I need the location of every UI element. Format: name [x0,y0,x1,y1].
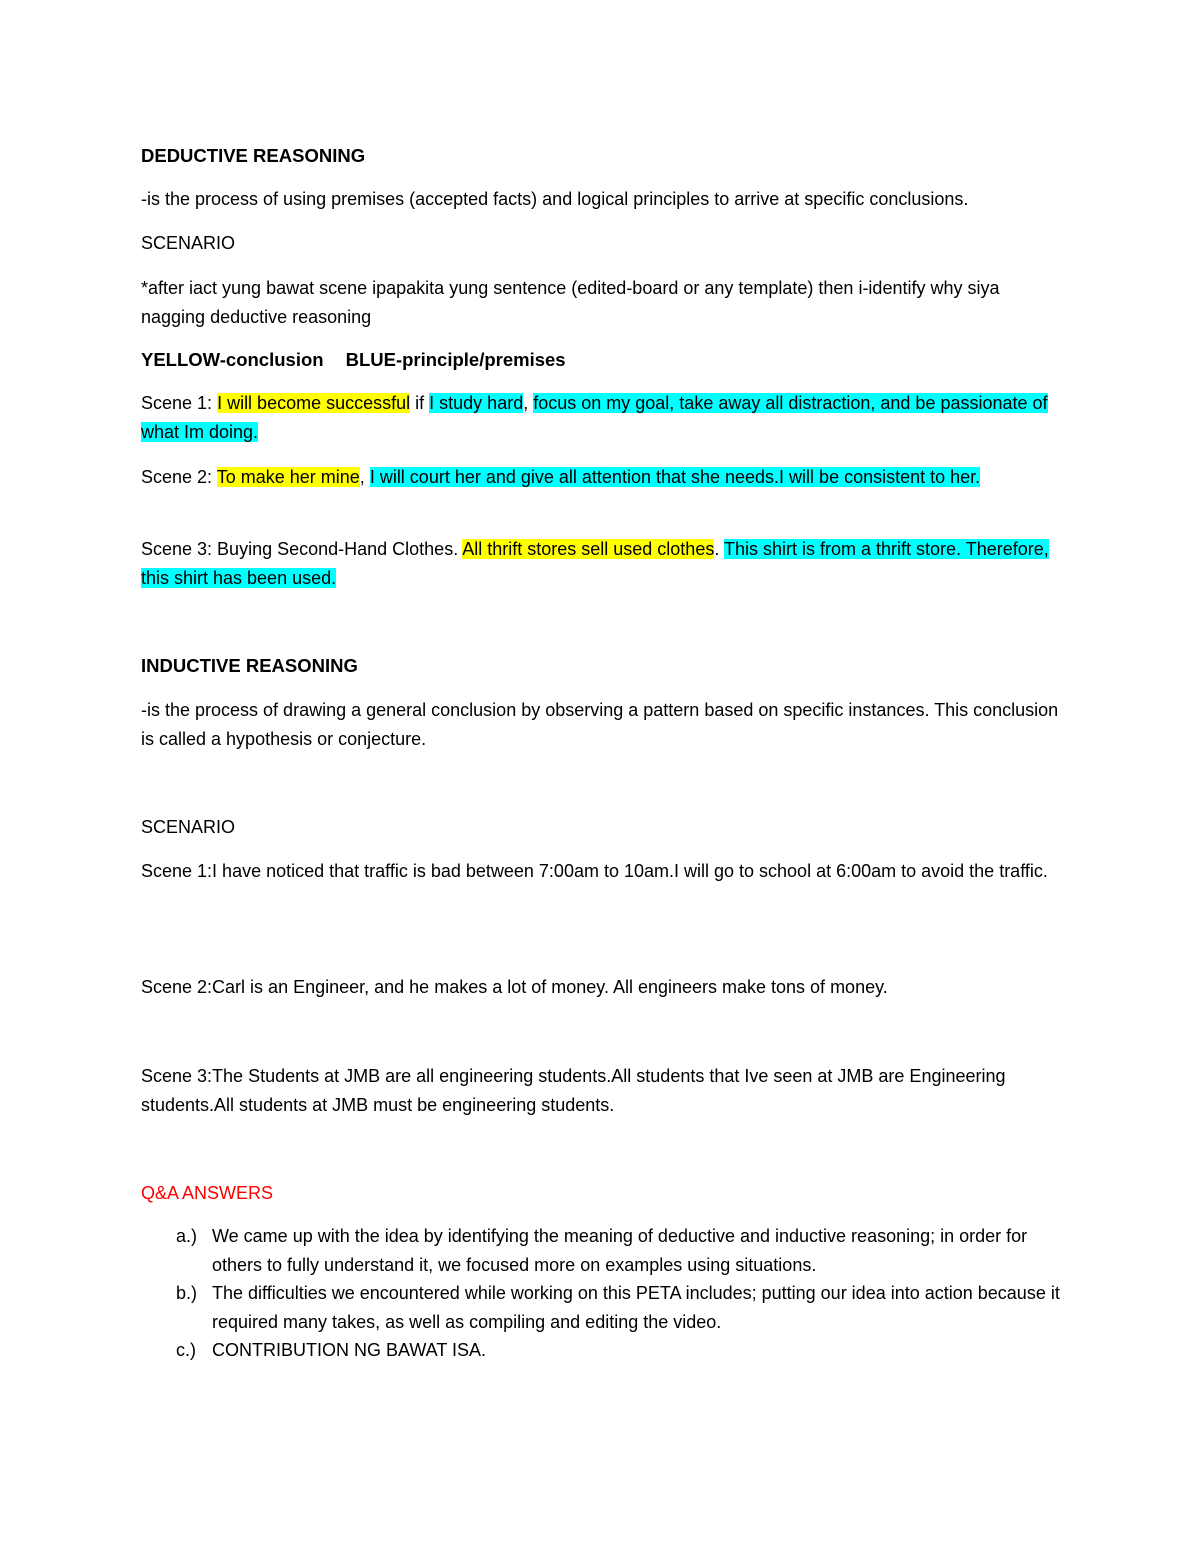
inductive-scene-1: Scene 1:I have noticed that traffic is bad between 7:00am to 10am.I will go to school at 6:00am to avoid the traffic. [141,861,1048,881]
inductive-definition: -is the process of drawing a general conclusion by observing a pattern based on specific instances. This conclusion is called a hypothesis or conjecture. [141,700,1059,749]
scene-text: if [410,393,430,413]
list-marker: c.) [176,1340,196,1360]
qa-heading: Q&A ANSWERS [141,1183,274,1203]
list-marker: b.) [176,1283,198,1303]
conclusion-highlight: To make her mine [216,467,360,487]
deductive-scene-3 [141,535,1066,593]
legend-blue: BLUE-principle/premises [345,349,566,370]
scene-label: Scene 2: [141,467,217,487]
premise-highlight: I study hard [429,393,524,413]
premise-highlight: I will court her and give all attention that she needs.I will be consistent to her. [369,467,981,487]
deductive-heading: DEDUCTIVE REASONING [141,145,366,166]
list-item [141,1222,1066,1279]
inductive-scenario-label: SCENARIO [141,817,236,837]
list-item [141,1279,1066,1336]
deductive-scene-2 [141,463,1066,492]
list-item-text: The difficulties we encountered while working on this PETA includes; putting our idea into action because it required many takes, as well as compiling and editing the video. [212,1283,1060,1332]
inductive-scene-2: Scene 2:Carl is an Engineer, and he makes a lot of money. All engineers make tons of money. [141,977,888,997]
scene-text: , [523,393,534,413]
list-item-text: We came up with the idea by identifying the meaning of deductive and inductive reasoning; in order for others to fully understand it, we focused more on examples using situations. [212,1226,1028,1275]
scene-text: . [714,539,725,559]
list-item-text: CONTRIBUTION NG BAWAT ISA. [212,1340,487,1360]
scene-label: Scene 3: Buying Second-Hand Clothes. [141,539,463,559]
inductive-scene-3: Scene 3:The Students at JMB are all engineering students.All students that Ive seen at JMB are Engineering students.All students at JMB must be engineering students. [141,1066,1006,1115]
scene-text: , [359,467,370,487]
deductive-note: *after iact yung bawat scene ipapakita yung sentence (edited-board or any template) then i-identify why siya nagging deductive reasoning [141,278,1000,327]
list-marker: a.) [176,1226,198,1246]
conclusion-highlight: All thrift stores sell used clothes [462,539,715,559]
conclusion-highlight: I will become successful [217,393,411,413]
deductive-scenario-label: SCENARIO [141,233,236,253]
premise-highlight: focus on my goal, take away all distraction, and be passionate of what Im doing. [141,393,1048,442]
premise-highlight: This shirt is from a thrift store. Therefore, this shirt has been used. [141,539,1049,588]
color-legend [141,345,1066,374]
legend-yellow: YELLOW-conclusion [141,349,324,370]
deductive-definition: -is the process of using premises (accepted facts) and logical principles to arrive at specific conclusions. [141,189,969,209]
list-item [141,1336,1066,1365]
scene-label: Scene 1: [141,393,218,413]
deductive-scene-1 [141,389,1066,447]
inductive-heading: INDUCTIVE REASONING [141,655,358,676]
qa-answer-list [141,1222,1066,1365]
